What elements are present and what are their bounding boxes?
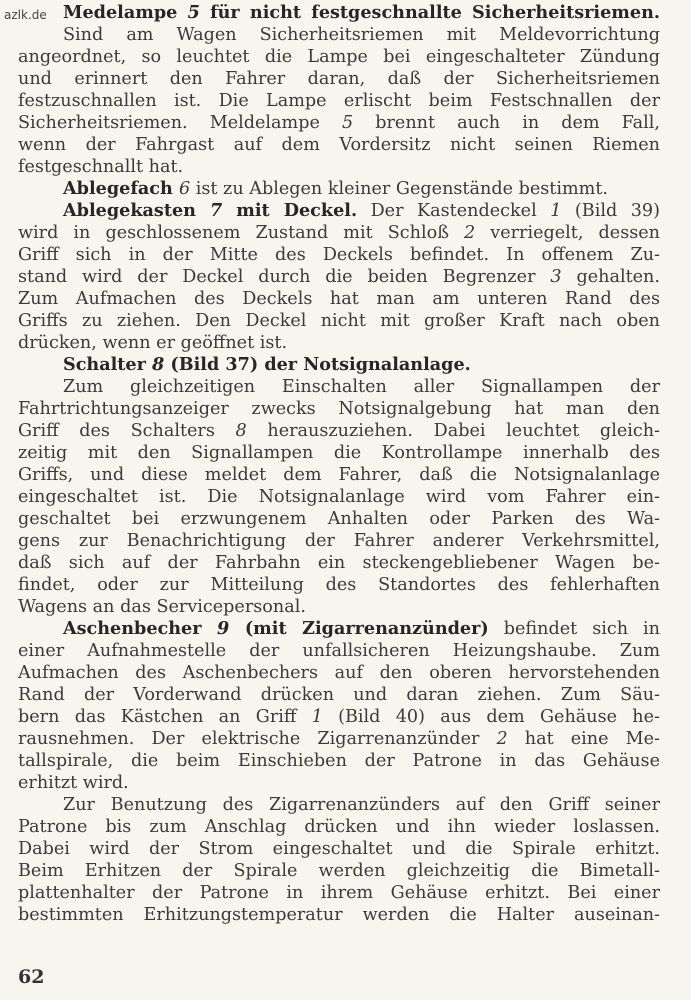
text-line: findet, oder zur Mitteilung des Standortes des fehlerhaften [18, 575, 660, 595]
text-line: erhitzt wird. [18, 773, 129, 793]
text-line: zeitig mit den Signallampen die Kontrollampe innerhalb des [18, 443, 660, 463]
text-line: Beim Erhitzen der Spirale werden gleichzeitig die Bimetall- [18, 861, 660, 881]
text-line: tallspirale, die beim Einschieben der Patrone in das Gehäuse [18, 751, 660, 771]
text-line: Sind am Wagen Sicherheitsriemen mit Meldevorrichtung [63, 25, 660, 45]
heading-ablegekasten: Ablegekasten [63, 200, 210, 221]
ref-number: 2 [464, 223, 476, 243]
ref-number: 7 [209, 200, 223, 221]
text-run: (Bild 39) [561, 201, 660, 221]
text-line [18, 112, 660, 134]
watermark: azlk.de [4, 8, 47, 22]
text-run: stand wird der Deckel durch die beiden Begrenzer [18, 267, 551, 287]
text-line: daß sich auf der Fahrbahn ein steckengebliebener Wagen be- [18, 553, 660, 573]
ref-number: 1 [550, 201, 562, 221]
ref-number: 9 [217, 618, 230, 639]
text-line: festgeschnallt hat. [18, 157, 184, 177]
text-run: gehalten. [561, 267, 660, 287]
text-line: Fahrtrichtungsanzeiger zwecks Notsignalgebung hat man den [18, 399, 660, 419]
text-line [18, 354, 660, 376]
text-line [18, 618, 660, 640]
text-line: Zum gleichzeitigen Einschalten aller Signallampen der [63, 377, 660, 397]
text-line: Rand der Vorderwand drücken und daran ziehen. Zum Säu- [18, 685, 660, 705]
text-line [18, 420, 660, 442]
text-line: Aufmachen des Aschenbechers auf den oberen hervorstehenden [18, 663, 660, 683]
text-line: Dabei wird der Strom eingeschaltet und die Spirale erhitzt. [18, 839, 660, 859]
text-line [18, 2, 660, 24]
text-line: bestimmten Erhitzungstemperatur werden die Halter auseinan- [18, 905, 660, 925]
text-line: wenn der Fahrgast auf dem Vordersitz nicht seinen Riemen [18, 135, 660, 155]
ref-number: 8 [235, 421, 247, 441]
text-line: Wagens an das Servicepersonal. [18, 597, 306, 617]
text-run: hat eine Me- [507, 729, 660, 749]
text-run: Griff des Schalters [18, 421, 236, 441]
text-line: geschaltet bei erzwungenem Anhalten oder Parken des Wa- [18, 509, 660, 529]
text-line [18, 266, 660, 288]
ref-number: 6 [178, 179, 191, 199]
text-run: brennt auch in dem Fall, [353, 113, 660, 133]
text-line [18, 200, 660, 222]
heading-meldelampe-rest: für nicht festgeschnallte Sicherheitsriemen. [199, 2, 660, 23]
ref-number: 5 [341, 113, 354, 133]
text-line: und erinnert den Fahrer daran, daß der Sicherheitsriemen [18, 69, 660, 89]
text-run: verriegelt, dessen [475, 223, 660, 243]
text-run: (Bild 40) aus dem Gehäuse he- [322, 707, 660, 727]
text-line [18, 178, 660, 200]
text-line [18, 222, 660, 244]
text-run: ist zu Ablegen kleiner Gegenstände bestimmt. [190, 179, 609, 199]
text-run: rausnehmen. Der elektrische Zigarrenanzünder [18, 729, 497, 749]
text-line: Griff sich in der Mitte des Deckels befindet. In offenem Zu- [18, 245, 660, 265]
text-run: wird in geschlossenem Zustand mit Schloß [18, 223, 465, 243]
text-line: eingeschaltet ist. Die Notsignalanlage wird vom Fahrer ein- [18, 487, 660, 507]
text-line: Zur Benutzung des Zigarrenanzünders auf den Griff seiner [63, 795, 660, 815]
ref-number: 2 [496, 729, 508, 749]
text-run: herauszuziehen. Dabei leuchtet gleich- [246, 421, 660, 441]
text-line: gens zur Benachrichtigung der Fahrer anderer Verkehrsmittel, [18, 531, 660, 551]
text-line: festzuschnallen ist. Die Lampe erlischt beim Festschnallen der [18, 91, 660, 111]
heading-schalter: Schalter [63, 354, 153, 375]
heading-meldelampe: Medelampe [63, 2, 188, 23]
text-run: bern das Kästchen an Griff [18, 707, 312, 727]
text-run: befindet sich in [488, 619, 660, 639]
text-line: Patrone bis zum Anschlag drücken und ihn wieder loslassen. [18, 817, 660, 837]
ref-number: 8 [152, 354, 165, 375]
heading-ablegefach: Ablegefach [63, 178, 179, 199]
text-run: Sicherheitsriemen. Meldelampe [18, 113, 342, 133]
ref-number: 3 [550, 267, 562, 287]
text-line: Zum Aufmachen des Deckels hat man am unteren Rand des [18, 289, 660, 309]
text-line: Griffs, und diese meldet dem Fahrer, daß die Notsignalanlage [18, 465, 660, 485]
text-line: angeordnet, so leuchtet die Lampe bei eingeschalteter Zündung [18, 47, 660, 67]
page-number: 62 [18, 966, 45, 988]
heading-aschenbecher-rest: (mit Zigarrenanzünder) [229, 618, 489, 639]
text-line: drücken, wenn er geöffnet ist. [18, 333, 288, 353]
text-line: einer Aufnahmestelle der unfallsicheren Heizungshaube. Zum [18, 641, 660, 661]
text-line: plattenhalter der Patrone in ihrem Gehäuse erhitzt. Bei einer [18, 883, 660, 903]
heading-ablegekasten-rest: mit Deckel. [222, 200, 358, 221]
text-line [18, 728, 660, 750]
text-line [18, 706, 660, 728]
heading-aschenbecher: Aschenbecher [63, 618, 218, 639]
page-text [18, 2, 660, 926]
heading-schalter-rest: (Bild 37) der Notsignalanlage. [164, 354, 471, 375]
ref-number: 5 [187, 2, 200, 23]
text-run: Der Kastendeckel [357, 201, 551, 221]
text-line: Griffs zu ziehen. Den Deckel nicht mit großer Kraft nach oben [18, 311, 660, 331]
ref-number: 1 [311, 707, 323, 727]
